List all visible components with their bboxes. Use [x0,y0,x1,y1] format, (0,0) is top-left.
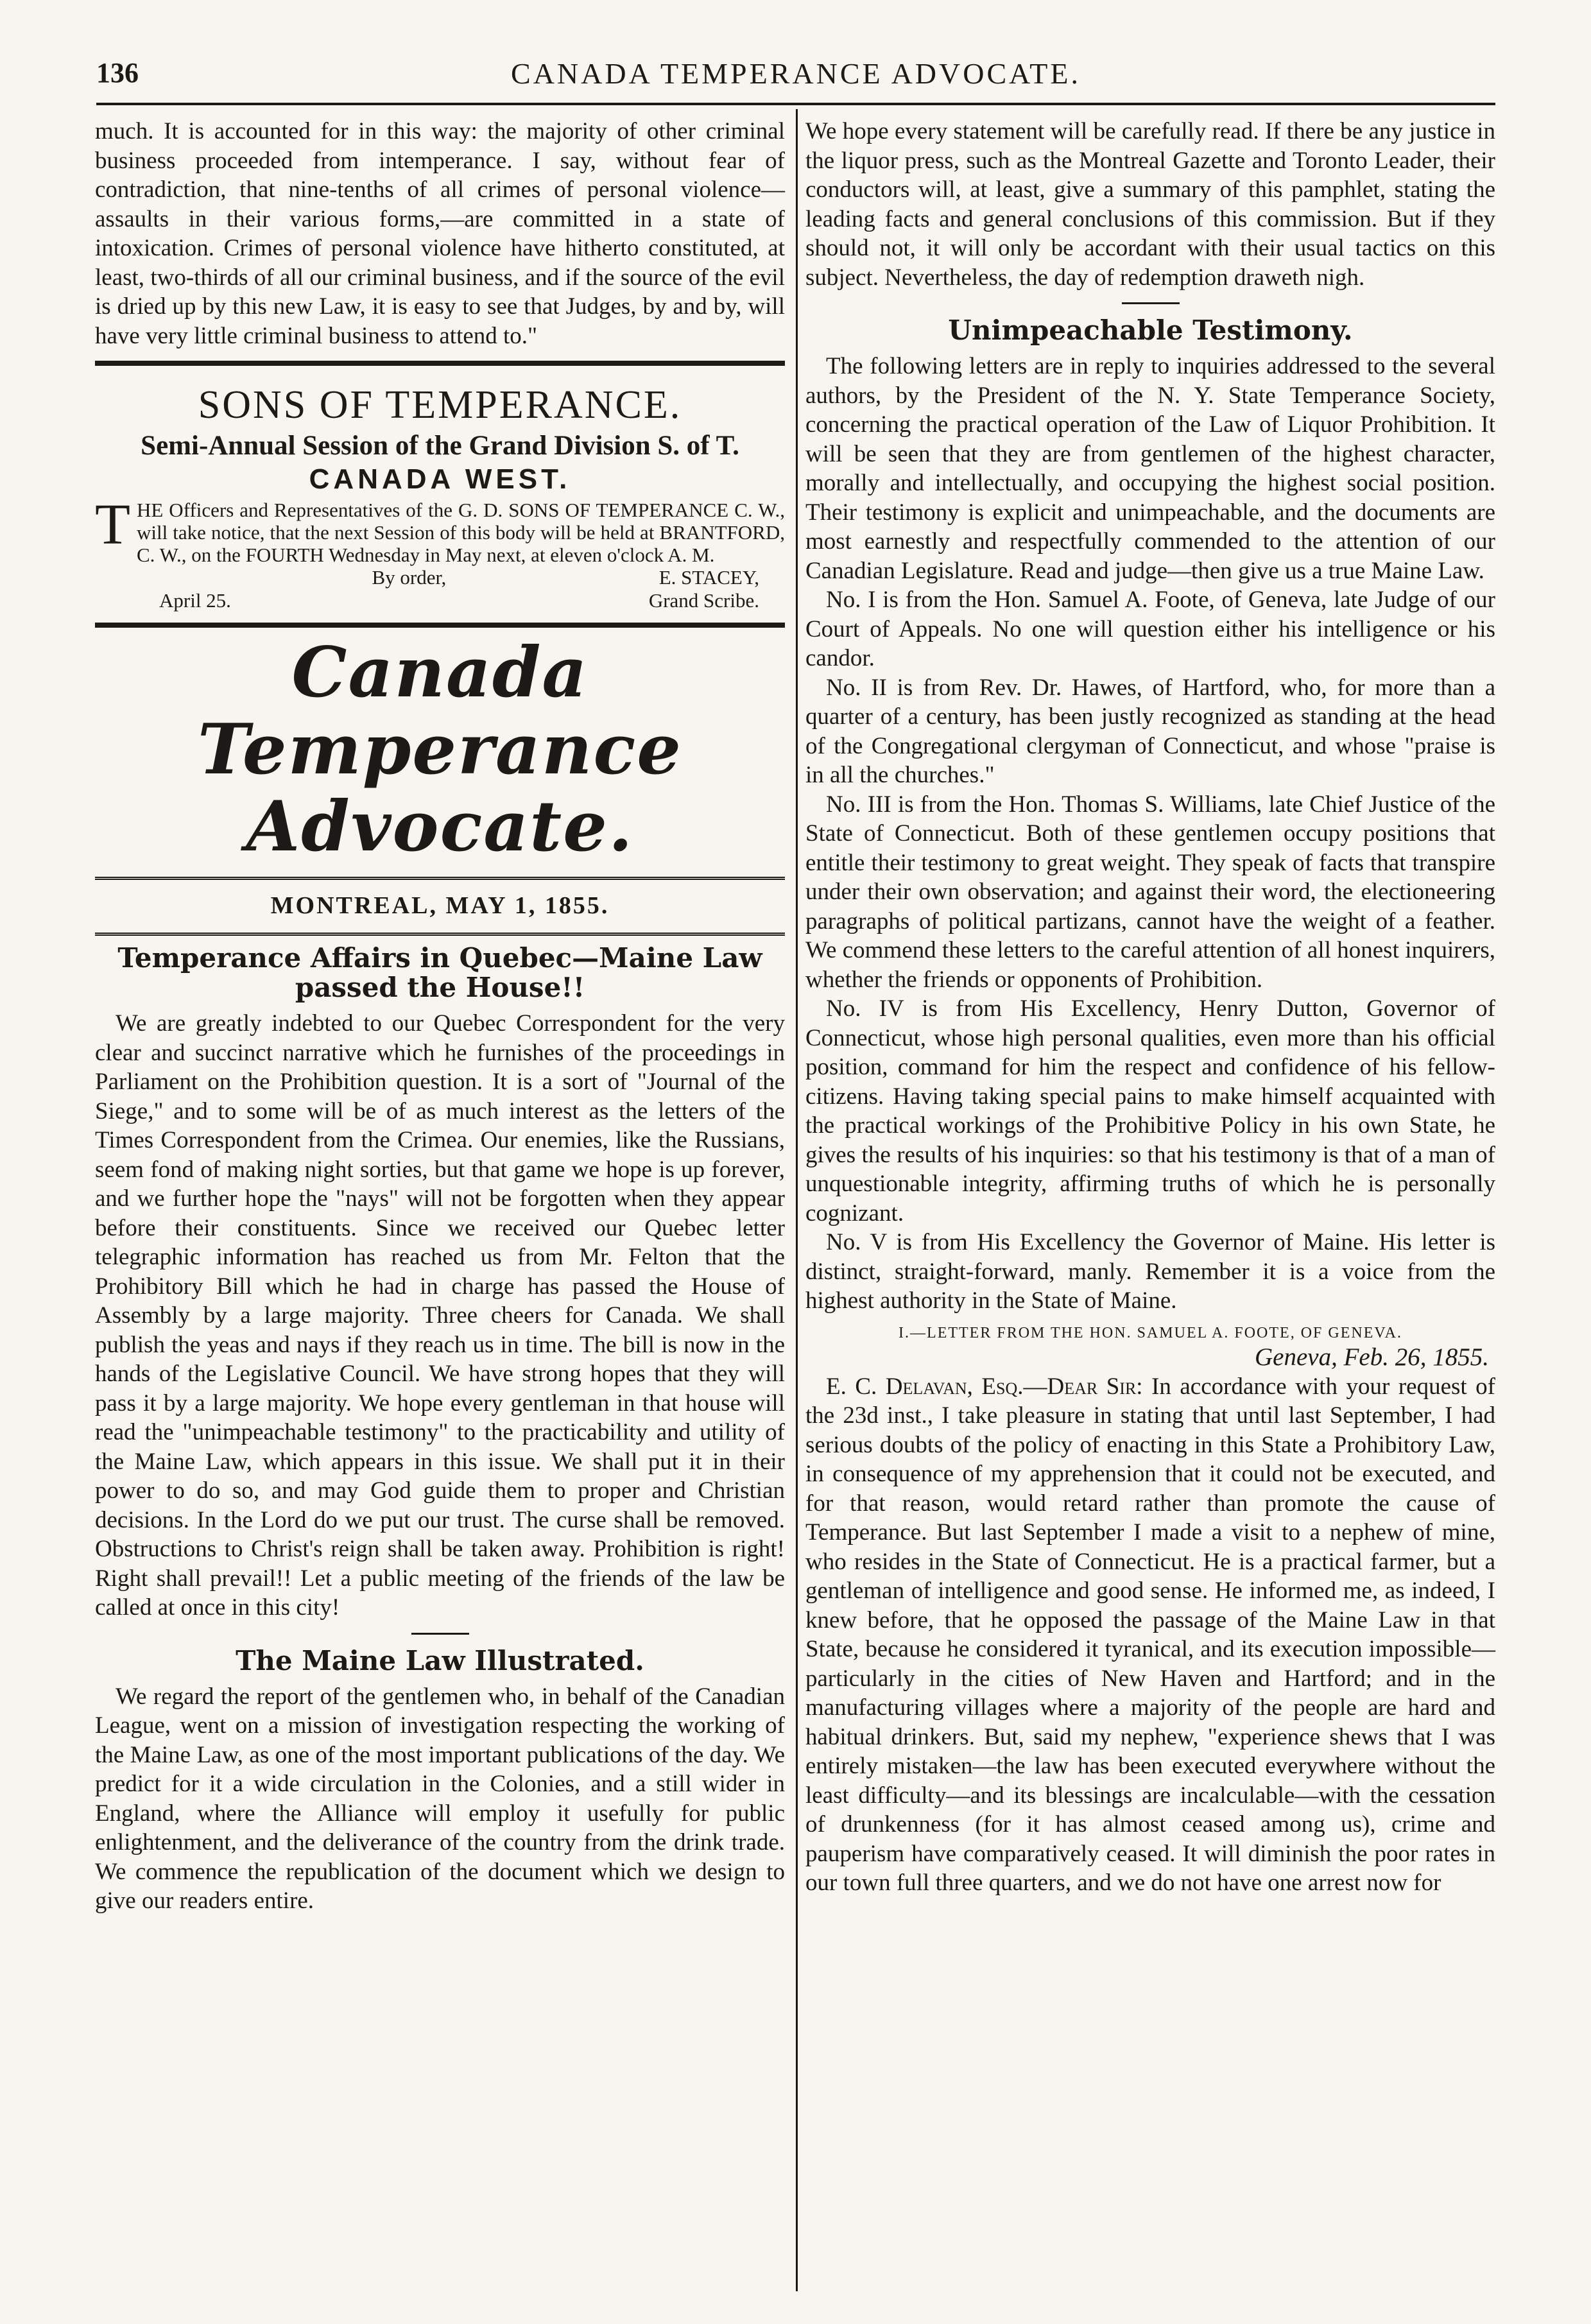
dateline-rule [95,933,785,937]
section-rule [411,1633,469,1635]
letter-salutation: E. C. Delavan, Esq.—Dear Sir: [826,1373,1143,1400]
running-head: CANADA TEMPERANCE ADVOCATE. [511,57,1081,90]
sons-of-temperance-heading: SONS OF TEMPERANCE. [198,383,682,427]
region-heading: CANADA WEST. [309,463,571,495]
letter-header: I.—LETTER FROM THE HON. SAMUEL A. FOOTE, OF GENEVA. [899,1324,1402,1341]
notice-signature-row-2 [95,589,785,612]
article-paragraph: The following letters are in reply to inquiries addressed to the several authors, by the President of the N. Y. State Temperance Society, concerning the practical operation of the Law of Liquor Prohibition. It will be seen that they are from gentlemen of the highest character, morally and intellectually, and occupying the highest social position. Their testimony is explicit and unimpeachable, and the documents are most earnestly and respectfully commended to the attention of our Canadian Legislature. Read and judge—then give us a true Maine Law. [805,353,1495,584]
session-heading: Semi-Annual Session of the Grand Division S. of T. [141,431,739,461]
header-rule [96,103,1495,105]
article-title-testimony: Unimpeachable Testimony. [948,314,1353,346]
letter-date: Geneva, Feb. 26, 1855. [1255,1343,1489,1371]
signer-name: E. STACEY, [658,566,759,589]
notice-signature-row-1 [95,566,785,589]
article-paragraph: We regard the report of the gentlemen who, in behalf of the Canadian League, went on a mission of investigation respecting the working of the Maine Law, as one of the most important publications of the day. We predict for it a wide circulation in the Colonies, and a still wider in England, where the Alliance will employ it usefully for public enlightenment, and the deliverance of the country from the drink trade. We commence the republication of the document which we design to give our readers entire. [95,1683,785,1914]
page-number: 136 [96,57,139,89]
dateline: MONTREAL, MAY 1, 1855. [270,892,610,919]
article-paragraph: No. I is from the Hon. Samuel A. Foote, of Geneva, late Judge of our Court of Appeals. No one will question either his intelligence or his candor. [805,587,1495,671]
masthead-top-rule [95,623,785,628]
article-title-quebec: Temperance Affairs in Quebec—Maine Law passed the House!! [117,942,762,1003]
left-intro-paragraph: much. It is accounted for in this way: the majority of other criminal business proceeded from intemperance. I say, without fear of contradiction, that nine-tenths of all crimes of personal violence—assaults in their various forms,—are committed in a state of intoxication. Crimes of personal violence have hitherto constituted, at least, two-thirds of all our criminal business, and if the source of the evil is dried up by this new Law, it is easy to see that Judges, by and by, will have very little criminal business to attend to." [95,118,785,349]
article-paragraph: No. II is from Rev. Dr. Hawes, of Hartford, who, for more than a quarter of a century, has been justly recognized as standing at the head of the Congregational clergyman of Connecticut, and whose "praise is in all the churches." [805,674,1495,788]
signer-title: Grand Scribe. [648,589,759,612]
notice-top-rule [95,361,785,366]
notice-date: April 25. [159,589,231,612]
letter-text: In accordance with your request of the 23d inst., I take pleasure in stating that until last September, I had serious doubts of the policy of enacting in this State a Prohibitory Law, in consequence of my apprehension that it could not be executed, and for that reason, would retard rather than promote the cause of Temperance. But last September I made a visit to a nephew of mine, who resides in the State of Connecticut. He is a practical farmer, but a gentleman of intelligence and good sense. He informed me, as indeed, I knew before, that he opposed the passage of the Maine Law in that State, because he considered it tyranical, and its execution impossible—particularly in the cities of New Haven and Hartford; and in the manufacturing villages where a majority of the people are hard and habitual drinkers. But, said my nephew, "experience shews that I was entirely mistaken—the law has been executed everywhere without the least difficulty—and its blessings are incalculable—with the cessation of drunkenness (for it has almost ceased among us), crime and pauperism have comparatively ceased. It will diminish the poor rates in our town full three quarters, and we do not have one arrest now for [805,1373,1495,1896]
article-paragraph: No. IV is from His Excellency, Henry Dutton, Governor of Connecticut, whose high personal qualities, even more than his official position, command for him the respect and confidence of his fellow-citizens. Having taking special pains to make himself acquainted with the practical workings of the Prohibitive Policy in his own State, he gives the results of his inquiries: so that his testimony is that of a man of unquestionable integrity, affirming truths of which he is personally cognizant. [805,995,1495,1227]
left-column [95,117,785,1916]
notice-text: HE Officers and Representatives of the G. D. SONS OF TEMPERANCE C. W., will take notice, that the next Session of this body will be held at BRANTFORD, C. W., on the FOURTH Wednesday in May next, at eleven o'clock A. M. [136,499,785,566]
letter-body [805,1372,1495,1898]
article-title-maine-law: The Maine Law Illustrated. [236,1644,644,1676]
masthead-bottom-rule [95,877,785,881]
page-header [96,56,1495,101]
section-rule [1122,302,1180,304]
masthead: Canada Temperance Advocate. [197,632,683,867]
article-paragraph: We are greatly indebted to our Quebec Correspondent for the very clear and succinct narrative which he furnishes of the proceedings in Parliament on the Prohibition question. It is a sort of "Journal of the Siege," and to some will be of as much interest as the letters of the Times Correspondent from the Crimea. Our enemies, like the Russians, seem fond of making night sorties, but that game we hope is up forever, and we further hope the "nays" will not be forgotten when they appear before their constituents. Since we received our Quebec letter telegraphic information has reached us from Mr. Felton that the Prohibitory Bill which he had in charge has passed the House of Assembly by a large majority. Three cheers for Canada. We shall publish the yeas and nays if they reach us in time. The bill is now in the hands of the Legislative Council. We have strong hopes that they will pass it by a large majority. We hope every gentleman in that house will read the "unimpeachable testimony" to the practicability and utility of the Maine Law, which appears in this issue. We shall put it in their power to do so, and may God guide them to proper and Christian decisions. In the Lord do we put our trust. The curse shall be removed. Obstructions to Christ's reign shall be taken away. Prohibition is right! Right shall prevail!! Let a public meeting of the friends of the law be called at once in this city! [95,1010,785,1621]
column-divider [796,109,798,2291]
by-order: By order, [372,566,447,589]
right-intro-paragraph: We hope every statement will be carefully read. If there be any justice in the liquor press, such as the Montreal Gazette and Toronto Leader, their conductors will, at least, give a summary of this pamphlet, stating the leading facts and general conclusions of this commission. But if they should not, it will only be accordant with their usual tactics on this subject. Nevertheless, the day of redemption draweth nigh. [805,118,1495,291]
article-paragraph: No. V is from His Excellency the Governor of Maine. His letter is distinct, straight-forward, manly. Remember it is a voice from the highest authority in the State of Maine. [805,1229,1495,1314]
article-paragraph: No. III is from the Hon. Thomas S. Williams, late Chief Justice of the State of Connecticut. Both of these gentlemen occupy positions that entitle their testimony to great weight. They speak of facts that transpire under their own observation; and against their word, the electioneering paragraphs of political partizans, cannot have the weight of a feather. We commend these letters to the careful attention of all honest inquirers, whether the friends or opponents of Prohibition. [805,791,1495,993]
drop-cap: T [95,493,130,556]
notice-body [95,493,785,566]
right-column [805,117,1495,1898]
